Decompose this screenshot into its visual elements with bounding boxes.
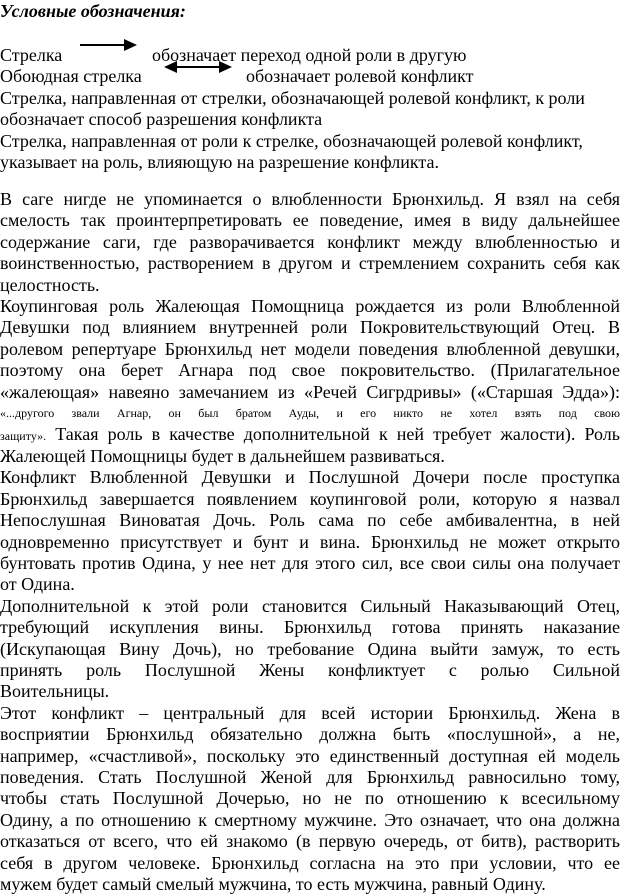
text-line: содержание саги, где разворачивается конфликт между влюбленностью и xyxy=(0,231,620,252)
text-line: воинственностью, растворением в другом и стремлением сохранить себя как xyxy=(0,253,620,274)
legend-arrow-label: Стрелка xyxy=(0,45,63,65)
legend-heading: Условные обозначения: xyxy=(0,1,186,21)
text-line: бунтовать против Одина, у нее нет для этого сил, все свои силы она получает xyxy=(0,552,620,573)
quote-continuation-line xyxy=(0,423,620,447)
text-line: восприятии Брюнхильд обязательно должна быть «послушной», а не, xyxy=(0,724,620,745)
text-line: например, «счастливой», поскольку это единственный доступная ей модель xyxy=(0,745,620,766)
quote-after: Такая роль в качестве дополнительной к ней требует жалости). Роль xyxy=(46,424,620,445)
text-line: мужем будет самый смелый мужчина, то есть мужчина, равный Одину. xyxy=(0,874,546,894)
text-line: Дополнительной к этой роли становится Сильный Наказывающий Отец, xyxy=(0,595,620,616)
text-line: поведения. Стать Послушной Женой для Брюнхильд равносильно тому, xyxy=(0,766,620,787)
text-line: от Одина. xyxy=(0,574,75,595)
quote-line: «...другого звали Агнар, он был братом Ауды, и его никто не хотел взять под свою xyxy=(0,406,620,421)
text-line: Этот конфликт – центральный для всей истории Брюнхильд. Жена в xyxy=(0,702,620,723)
quote-end: защиту». xyxy=(0,429,47,444)
text-line: «жалеющая» навеяно замечанием из «Речей Сигрдривы» («Старшая Эдда»): xyxy=(0,381,620,402)
text-line: смелость так проинтерпретировать ее поведение, имея в виду дальнейшее xyxy=(0,210,620,231)
double-arrow-icon xyxy=(163,60,233,74)
text-line: Непослушная Виноватая Дочь. Роль сама по себе амбивалентна, в ней xyxy=(0,510,620,531)
text-line: чтобы стать Послушной Дочерью, но не по отношению к всесильному xyxy=(0,788,620,809)
text-line: ролевом репертуаре Брюнхильд нет модели поведения влюбленной девушки, xyxy=(0,338,620,359)
text-line: Конфликт Влюбленной Девушки и Послушной Дочери после проступка xyxy=(0,467,620,488)
text-line: требующий искупления вины. Брюнхильд готова принять наказание xyxy=(0,617,620,638)
text-line: одновременно присутствует и бунт и вина. Брюнхильд не может открыто xyxy=(0,531,620,552)
text-line: Девушки под влиянием внутренней роли Покровительствующий Отец. В xyxy=(0,317,620,338)
legend-line-5: Стрелка, направленная от роли к стрелке, обозначающей ролевой конфликт, xyxy=(0,130,583,151)
text-line: Коупинговая роль Жалеющая Помощница рождается из роли Влюбленной xyxy=(0,296,620,317)
legend-arrow-desc: обозначает переход одной роли в другую xyxy=(152,45,467,65)
legend-line-3: Стрелка, направленная от стрелки, обозначающей ролевой конфликт, к роли xyxy=(0,87,585,108)
text-line: Жалеющей Помощницы будет в дальнейшем развиваться. xyxy=(0,445,445,466)
legend-double-arrow-row xyxy=(0,65,620,87)
text-line: отказаться от всего, что ей знакомо (в первую очередь, от битв), растворить xyxy=(0,831,620,852)
legend-line-6: указывает на роль, влияющую на разрешение конфликта. xyxy=(0,152,439,173)
text-line: принять роль Послушной Жены конфликтует с ролью Сильной xyxy=(0,659,620,680)
text-line: поэтому она берет Агнара под свое покровительство. (Прилагательное xyxy=(0,360,620,381)
legend-double-arrow-label: Обоюдная стрелка xyxy=(0,66,142,87)
text-line: целостность. xyxy=(0,274,100,295)
text-line: себя в другом человеке. Брюнхильд согласна на это при условии, что ее xyxy=(0,852,620,873)
text-line: (Искупающая Вину Дочь), но требование Одина выйти замуж, то есть xyxy=(0,638,620,659)
text-line: В саге нигде не упоминается о влюбленности Брюнхильд. Я взял на себя xyxy=(0,189,620,209)
text-line: Брюнхильд завершается появлением коупинговой роли, которую я назвал xyxy=(0,488,620,509)
text-line: Воительницы. xyxy=(0,681,110,702)
text-line: Одину, а по отношению к смертному мужчине. Это означает, что она должна xyxy=(0,809,620,830)
legend-double-arrow-desc: обозначает ролевой конфликт xyxy=(246,66,474,87)
legend-line-4: обозначает способ разрешения конфликта xyxy=(0,109,323,130)
single-arrow-icon xyxy=(80,38,138,52)
